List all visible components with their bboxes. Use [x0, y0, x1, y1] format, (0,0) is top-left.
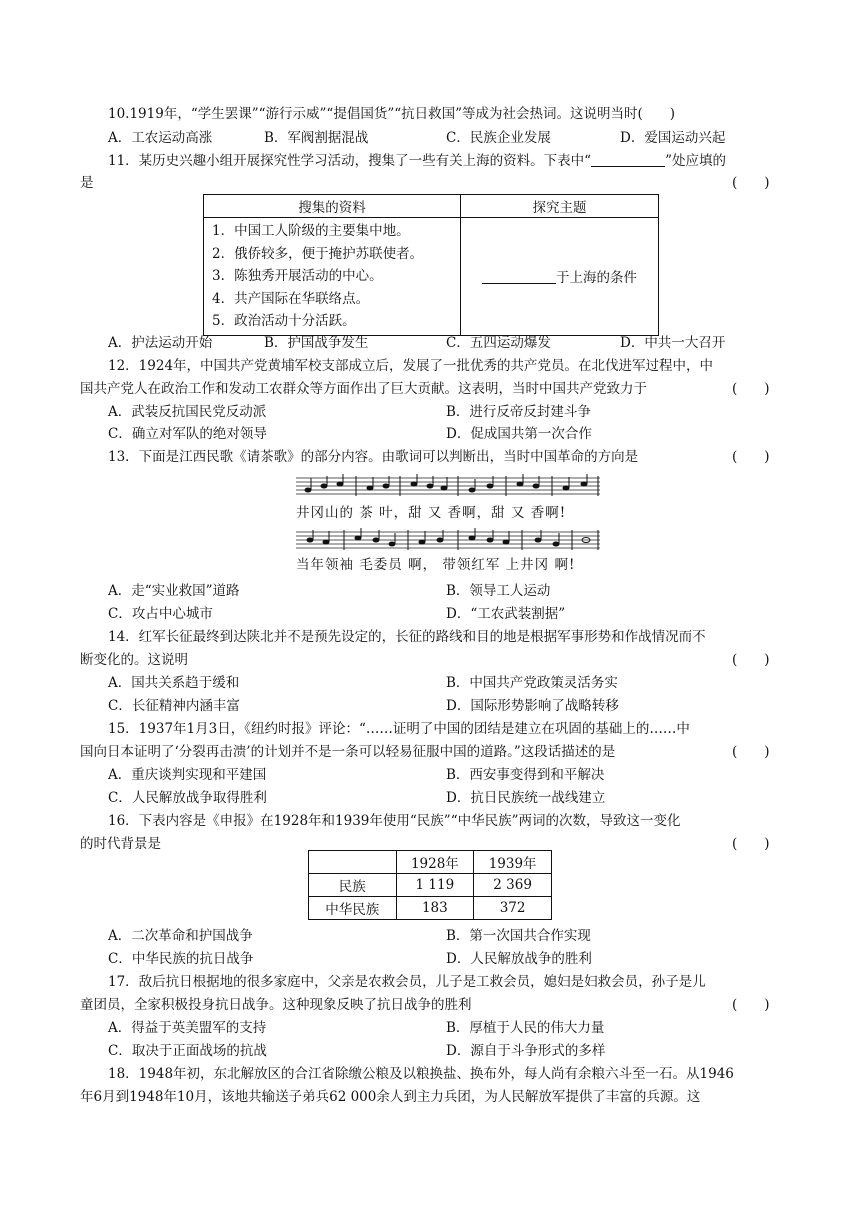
- table-cell: 183: [396, 897, 474, 920]
- q13-lyric-line1: 井冈山的 茶 叶，甜 又 香啊，甜 又 香啊!: [296, 505, 567, 521]
- q13-stem: 13．下面是江西民歌《请茶歌》的部分内容。由歌词可以判断出，当时中国革命的方向是: [108, 449, 639, 465]
- q14-option-c: C．长征精神内涵丰富: [108, 698, 240, 714]
- q16-table-header-1928: 1928年: [396, 851, 474, 874]
- q17-option-b: B．厚植于人民的伟大力量: [446, 1020, 605, 1036]
- q15-option-a: A．重庆谈判实现和平建国: [108, 767, 267, 783]
- q10-option-a: A．工农运动高涨: [108, 130, 213, 146]
- q12-stem-line1: 12．1924年，中国共产党黄埔军校支部成立后，发展了一批优秀的共产党员。在北伐进军过程中，中: [108, 358, 714, 374]
- q11-table-item: 5．政治活动十分活跃。: [212, 313, 356, 330]
- q11-table-topic: [461, 218, 659, 336]
- q13-lyric-line2: 当年领袖 毛委员 啊， 带领红军 上井冈 啊!: [296, 557, 576, 573]
- table-row-label: 民族: [309, 874, 397, 897]
- q17-option-d: D．源自于斗争形式的多样: [446, 1043, 606, 1059]
- q15-stem-line1: 15．1937年1月3日，《纽约时报》评论：“……证明了中国的团结是建立在巩固的基础上的……中: [108, 721, 690, 737]
- music-staff-icon: [296, 528, 600, 552]
- q15-answer-paren: ( ): [732, 744, 770, 760]
- q11-option-b: B．护国战争发生: [264, 335, 369, 351]
- q16-table-header-empty: [309, 851, 397, 874]
- q14-stem-line1: 14．红军长征最终到达陕北并不是预先设定的，长征的路线和目的地是根据军事形势和作战情况而不: [108, 629, 706, 645]
- q11-table-items: [204, 218, 461, 336]
- q14-option-b: B．中国共产党政策灵活务实: [446, 675, 618, 691]
- q13-option-b: B．领导工人运动: [446, 583, 551, 599]
- q16-option-c: C．中华民族的抗日战争: [108, 951, 254, 967]
- music-staff-icon: [296, 474, 600, 500]
- q12-answer-paren: ( ): [732, 381, 770, 397]
- q15-stem-line2: 国向日本证明了‘分裂再击溃’的计划并不是一条可以轻易征服中国的道路。”这段话描述的是: [80, 744, 616, 760]
- q16-stem-line2: 的时代背景是: [80, 836, 161, 852]
- q11-table-header-materials: 搜集的资料: [204, 195, 461, 218]
- q17-option-a: A．得益于英美盟军的支持: [108, 1020, 267, 1036]
- q11-stem-part-a: 11．某历史兴趣小组开展探究性学习活动，搜集了一些有关上海的资料。下表中“: [108, 153, 592, 169]
- q11-answer-paren: ( ): [732, 175, 770, 191]
- q12-option-d: D．促成国共第一次合作: [446, 426, 592, 442]
- q17-stem-line1: 17．敌后抗日根据地的很多家庭中，父亲是农救会员，儿子是工救会员，媳妇是妇救会员，孙子是儿: [108, 974, 706, 990]
- q16-option-b: B．第一次国共合作实现: [446, 928, 591, 944]
- q13-answer-paren: ( ): [732, 449, 770, 465]
- q11-table-item: 1．中国工人阶级的主要集中地。: [212, 223, 410, 239]
- q10-option-b: B．军阀割据混战: [264, 130, 369, 146]
- table-cell: 372: [474, 897, 552, 920]
- q18-stem-line1: 18．1948年初，东北解放区的合江省除缴公粮及以粮换盐、换布外，每人尚有余粮六斗至一石。从1946: [108, 1066, 734, 1082]
- q11-option-d: D．中共一大召开: [620, 335, 726, 351]
- q13-option-a: A．走“实业救国”道路: [108, 583, 240, 599]
- q12-option-c: C．确立对军队的绝对领导: [108, 426, 267, 442]
- q13-option-c: C．攻占中心城市: [108, 606, 213, 622]
- q12-option-b: B．进行反帝反封建斗争: [446, 404, 591, 420]
- q10-option-d: D．爱国运动兴起: [620, 130, 726, 146]
- q16-option-a: A．二次革命和护国战争: [108, 928, 253, 944]
- q11-blank: [591, 152, 665, 167]
- q16-table: [308, 850, 552, 920]
- q14-stem-line2: 断变化的。这说明: [80, 652, 188, 668]
- q11-option-c: C．五四运动爆发: [446, 335, 551, 351]
- q15-option-c: C．人民解放战争取得胜利: [108, 790, 267, 806]
- q18-stem-line2: 年6月到1948年10月，该地共输送子弟兵62 000余人到主力兵团，为人民解放军提供了丰富的兵源。这: [80, 1089, 701, 1105]
- q10-stem: 10.1919年，“学生罢课”“游行示威”“提倡国货”“抗日救国”等成为社会热词。这说明当时( ): [108, 106, 676, 122]
- q17-answer-paren: ( ): [732, 997, 770, 1013]
- q16-stem-line1: 16．下表内容是《申报》在1928年和1939年使用“民族”“中华民族”两词的次数，导致这一变化: [108, 813, 681, 829]
- q11-stem-cont: 是: [80, 175, 94, 191]
- q16-option-d: D．人民解放战争的胜利: [446, 951, 592, 967]
- q11-table-item: 4．共产国际在华联络点。: [212, 290, 370, 307]
- q13-music-score: [296, 474, 600, 573]
- q11-table-item: 3．陈独秀开展活动的中心。: [212, 268, 383, 285]
- q11-stem-part-b: ”处应填的: [665, 153, 726, 169]
- q16-answer-paren: ( ): [732, 836, 770, 852]
- q17-option-c: C．取决于正面战场的抗战: [108, 1043, 267, 1059]
- q14-option-a: A．国共关系趋于缓和: [108, 675, 240, 691]
- q11-table-item: 2．俄侨较多，便于掩护苏联使者。: [212, 245, 424, 262]
- q13-option-d: D．“工农武装割据”: [446, 606, 566, 622]
- q11-topic-text: 于上海的条件: [556, 270, 637, 287]
- q14-answer-paren: ( ): [732, 652, 770, 668]
- q14-option-d: D．国际形势影响了战略转移: [446, 698, 619, 714]
- q11-topic-blank: [482, 269, 556, 284]
- q11-table-header-topic: 探究主题: [461, 195, 659, 218]
- q12-stem-line2: 国共产党人在政治工作和发动工农群众等方面作出了巨大贡献。这表明，当时中国共产党致力于: [80, 381, 647, 397]
- q10-option-c: C．民族企业发展: [446, 130, 551, 146]
- q11-table: [203, 194, 659, 336]
- q16-table-header-1939: 1939年: [474, 851, 552, 874]
- table-cell: 1 119: [396, 874, 474, 897]
- q17-stem-line2: 童团员，全家积极投身抗日战争。这种现象反映了抗日战争的胜利: [80, 997, 472, 1013]
- q15-option-d: D．抗日民族统一战线建立: [446, 790, 606, 806]
- table-cell: 2 369: [474, 874, 552, 897]
- q12-option-a: A．武装反抗国民党反动派: [108, 404, 267, 420]
- q15-option-b: B．西安事变得到和平解决: [446, 767, 605, 783]
- q11-option-a: A．护法运动开始: [108, 335, 213, 351]
- table-row-label: 中华民族: [309, 897, 397, 920]
- q11-stem: [108, 151, 726, 171]
